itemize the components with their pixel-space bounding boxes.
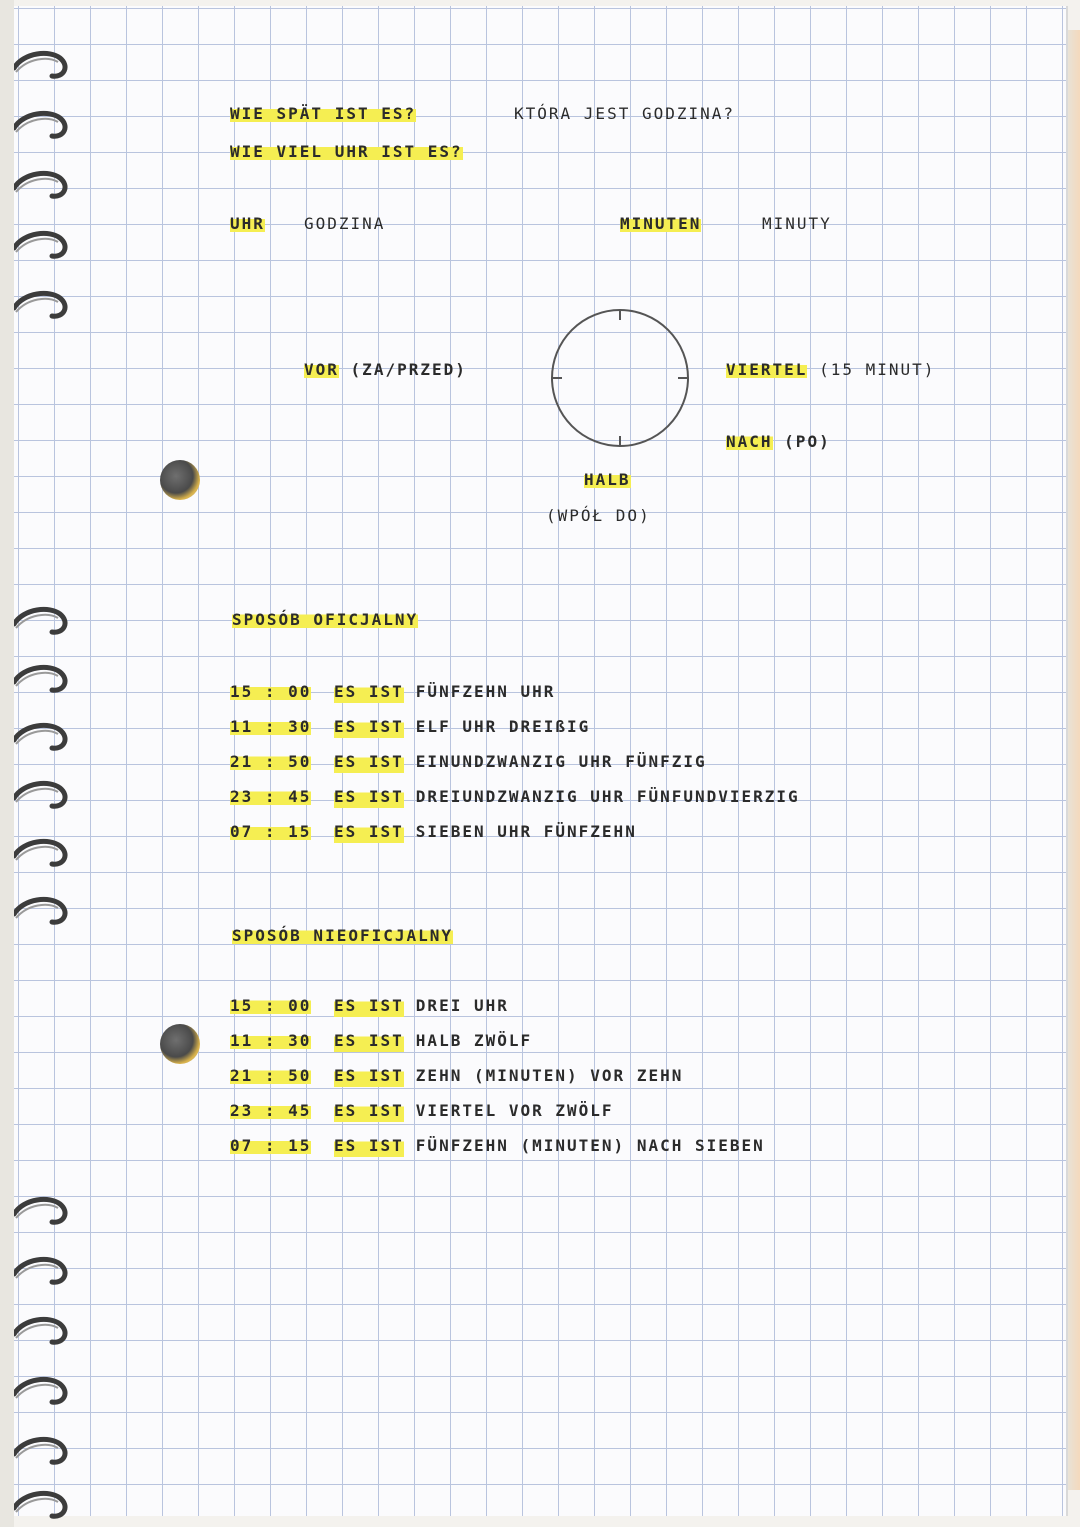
vocab-godzina: GODZINA [304,214,386,233]
spiral-ring-icon [14,1436,70,1466]
official-row [230,822,637,844]
time-value: 07 : 15 [230,822,312,841]
time-words: VIERTEL VOR ZWÖLF [415,1101,614,1120]
spiral-ring-icon [14,170,70,200]
question-ktora-godzina: KTÓRA JEST GODZINA? [514,104,736,123]
vocab-minuty: MINUTY [762,214,832,233]
clock-label-vor: VOR (ZA/PRZED) [304,360,467,379]
spiral-ring-icon [14,1316,70,1346]
clock-circle-icon [548,306,692,450]
time-words: ZEHN (MINUTEN) VOR ZEHN [415,1066,684,1085]
time-value: 11 : 30 [230,1031,312,1050]
time-words: SIEBEN UHR FÜNFZEHN [415,822,637,841]
time-value: 23 : 45 [230,1101,312,1120]
spiral-ring-icon [14,780,70,810]
spiral-ring-icon [14,1376,70,1406]
time-sentence [334,1136,765,1158]
clock-diagram [548,306,692,450]
es-ist-label: ES IST [334,1101,404,1123]
page-edge-strip [1068,30,1080,1490]
time-sentence [334,682,555,704]
time-sentence [334,1101,614,1123]
es-ist-label: ES IST [334,1031,404,1053]
unofficial-row [230,1136,765,1158]
es-ist-label: ES IST [334,787,404,809]
spiral-ring-icon [14,1196,70,1226]
unofficial-heading: SPOSÓB NIEOFICJALNY [232,926,454,945]
time-words: FÜNFZEHN UHR [415,682,556,701]
es-ist-label: ES IST [334,1066,404,1088]
vocab-minuten: MINUTEN [620,214,702,233]
spiral-ring-icon [14,664,70,694]
question-wie-spaet: WIE SPÄT IST ES? [230,104,417,123]
time-words: HALB ZWÖLF [415,1031,533,1050]
time-value: 21 : 50 [230,752,312,771]
unofficial-row [230,1066,683,1088]
clock-label-wpol-do: (WPÓŁ DO) [546,506,651,525]
clock-label-viertel: VIERTEL (15 MINUT) [726,360,936,379]
clock-label-halb: HALB [584,470,631,489]
spiral-ring-icon [14,1256,70,1286]
time-words: DREIUNDZWANZIG UHR FÜNFUNDVIERZIG [415,787,800,806]
punch-hole-bottom [160,1024,200,1064]
es-ist-label: ES IST [334,682,404,704]
time-value: 23 : 45 [230,787,312,806]
time-sentence [334,996,509,1018]
time-words: EINUNDZWANZIG UHR FÜNFZIG [415,752,707,771]
spiral-ring-icon [14,606,70,636]
es-ist-label: ES IST [334,752,404,774]
es-ist-label: ES IST [334,717,404,739]
time-value: 11 : 30 [230,717,312,736]
time-value: 15 : 00 [230,682,312,701]
official-heading: SPOSÓB OFICJALNY [232,610,419,629]
time-sentence [334,822,637,844]
spiral-ring-icon [14,50,70,80]
spiral-ring-icon [14,896,70,926]
spiral-ring-icon [14,230,70,260]
clock-label-nach: NACH (PO) [726,432,831,451]
spiral-ring-icon [14,722,70,752]
time-words: FÜNFZEHN (MINUTEN) NACH SIEBEN [415,1136,765,1155]
es-ist-label: ES IST [334,996,404,1018]
spiral-ring-icon [14,838,70,868]
punch-hole-top [160,460,200,500]
spiral-ring-icon [14,1490,70,1520]
official-row [230,787,800,809]
time-words: ELF UHR DREIßIG [415,717,591,736]
time-value: 15 : 00 [230,996,312,1015]
unofficial-row [230,996,509,1018]
time-sentence [334,717,590,739]
official-row [230,717,590,739]
vocab-uhr: UHR [230,214,265,233]
official-row [230,752,707,774]
time-words: DREI UHR [415,996,509,1015]
time-value: 07 : 15 [230,1136,312,1155]
unofficial-row [230,1101,614,1123]
spiral-ring-icon [14,110,70,140]
time-sentence [334,1031,532,1053]
time-sentence [334,787,800,809]
es-ist-label: ES IST [334,822,404,844]
time-sentence [334,1066,683,1088]
unofficial-row [230,1031,532,1053]
notebook-spine [0,0,14,1527]
official-row [230,682,555,704]
spiral-ring-icon [14,290,70,320]
es-ist-label: ES IST [334,1136,404,1158]
time-value: 21 : 50 [230,1066,312,1085]
time-sentence [334,752,707,774]
question-wie-viel-uhr: WIE VIEL UHR IST ES? [230,142,463,161]
